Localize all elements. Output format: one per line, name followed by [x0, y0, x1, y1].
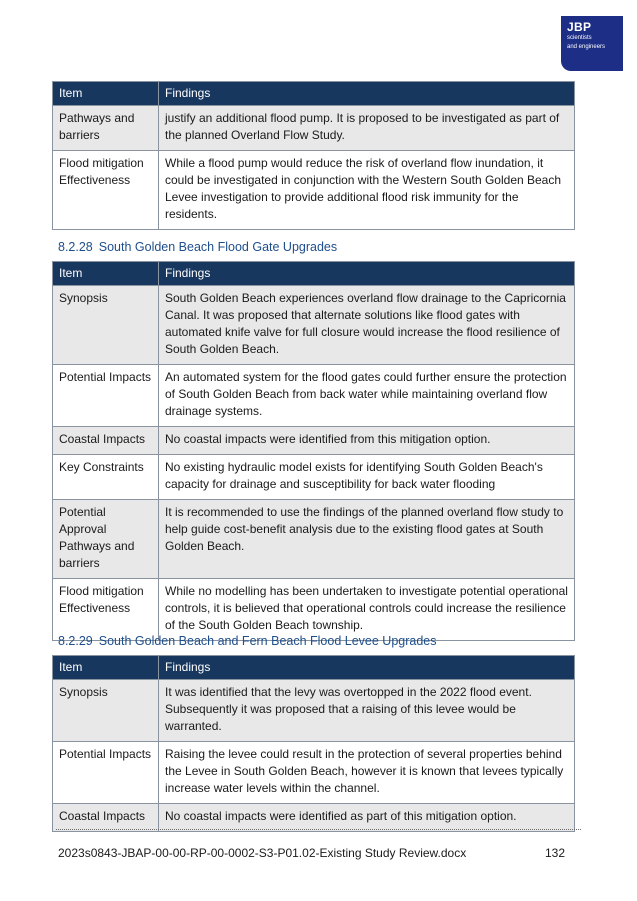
section-title: South Golden Beach and Fern Beach Flood Levee Upgrades — [98, 634, 437, 648]
jbp-logo — [561, 16, 623, 71]
row-item: Coastal Impacts — [53, 804, 159, 832]
table-row — [53, 365, 575, 427]
findings-table-continued — [52, 81, 575, 230]
table-row — [53, 680, 575, 742]
section-title: South Golden Beach Flood Gate Upgrades — [98, 240, 338, 254]
flood-levee-upgrades-table — [52, 655, 575, 832]
header-item: Item — [53, 656, 159, 680]
row-item: Potential Impacts — [53, 365, 159, 427]
row-item: Flood mitigation Effectiveness — [53, 151, 159, 230]
table-row — [53, 579, 575, 641]
row-item: Synopsis — [53, 680, 159, 742]
logo-brand: JBP — [567, 20, 592, 34]
row-item: Synopsis — [53, 286, 159, 365]
footer-document-name: 2023s0843-JBAP-00-00-RP-00-0002-S3-P01.02-Existing Study Review.docx — [58, 846, 467, 860]
row-item: Coastal Impacts — [53, 427, 159, 455]
row-findings: No existing hydraulic model exists for identifying South Golden Beach's capacity for drainage and susceptibility for back water flooding — [159, 455, 575, 500]
flood-gate-upgrades-table — [52, 261, 575, 641]
row-item: Flood mitigation Effectiveness — [53, 579, 159, 641]
section-heading-8-2-28 — [58, 240, 337, 254]
table-row — [53, 427, 575, 455]
logo-tagline-2: and engineers — [567, 43, 606, 50]
row-findings: While a flood pump would reduce the risk of overland flow inundation, it could be investigated in conjunction with the Western South Golden Beach Levee investigation to provide additional flood risk immunity for the residents. — [159, 151, 575, 230]
header-findings: Findings — [159, 82, 575, 106]
table-row — [53, 804, 575, 832]
table-row — [53, 151, 575, 230]
table-row — [53, 286, 575, 365]
row-item: Key Constraints — [53, 455, 159, 500]
row-item: Potential Impacts — [53, 742, 159, 804]
section-number: 8.2.28 — [58, 240, 93, 254]
row-findings: While no modelling has been undertaken to investigate potential operational controls, it is believed that operational controls could increase the resilience of the South Golden Beach township. — [159, 579, 575, 641]
table-header-row — [53, 656, 575, 680]
row-item: Potential Approval Pathways and barriers — [53, 500, 159, 579]
row-findings: It was identified that the levy was overtopped in the 2022 flood event. Subsequently it was proposed that a raising of this levee would be warranted. — [159, 680, 575, 742]
header-item: Item — [53, 82, 159, 106]
header-findings: Findings — [159, 656, 575, 680]
table-row — [53, 500, 575, 579]
table-row — [53, 455, 575, 500]
row-findings: It is recommended to use the findings of the planned overland flow study to help guide cost-benefit analysis due to the existing flood gates at South Golden Beach. — [159, 500, 575, 579]
table-header-row — [53, 82, 575, 106]
section-number: 8.2.29 — [58, 634, 93, 648]
section-heading-8-2-29 — [58, 634, 437, 648]
row-findings: justify an additional flood pump. It is proposed to be investigated as part of the planned Overland Flow Study. — [159, 106, 575, 151]
row-findings: No coastal impacts were identified from this mitigation option. — [159, 427, 575, 455]
row-item: Pathways and barriers — [53, 106, 159, 151]
table-header-row — [53, 262, 575, 286]
row-findings: An automated system for the flood gates could further ensure the protection of South Golden Beach from back water while maintaining overland flow drainage systems. — [159, 365, 575, 427]
footer-page-number: 132 — [545, 846, 566, 860]
header-item: Item — [53, 262, 159, 286]
footer-divider — [56, 829, 581, 830]
table-row — [53, 106, 575, 151]
logo-tagline-1: scientists — [567, 35, 592, 41]
row-findings: Raising the levee could result in the protection of several properties behind the Levee in South Golden Beach, however it is known that levees typically increase water levels within the channel. — [159, 742, 575, 804]
header-findings: Findings — [159, 262, 575, 286]
row-findings: South Golden Beach experiences overland flow drainage to the Capricornia Canal. It was proposed that alternate solutions like flood gates with automated knife valve for full closure would increase the flood resilience of South Golden Beach. — [159, 286, 575, 365]
table-row — [53, 742, 575, 804]
row-findings: No coastal impacts were identified as part of this mitigation option. — [159, 804, 575, 832]
